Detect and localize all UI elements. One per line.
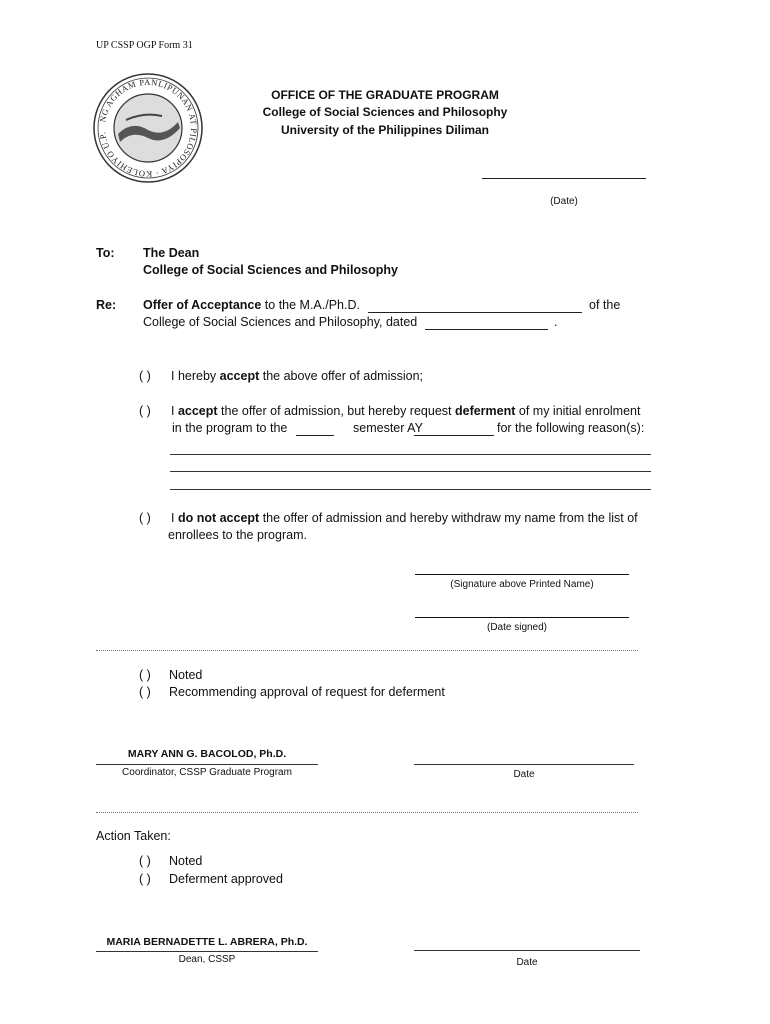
re-label: Re: — [96, 298, 117, 312]
coord-noted-label: Noted — [169, 668, 203, 682]
offer-date-field[interactable] — [425, 329, 548, 330]
option-defer-text — [171, 404, 640, 418]
date-field[interactable] — [482, 178, 646, 179]
dean-signature-line[interactable] — [96, 951, 318, 952]
office-title: OFFICE OF THE GRADUATE PROGRAM — [271, 88, 499, 102]
action-deferment-label: Deferment approved — [169, 872, 283, 886]
re-of-the: of the — [589, 298, 621, 312]
coordinator-date-field[interactable] — [414, 764, 634, 765]
dean-title: Dean, CSSP — [178, 954, 236, 965]
svg-text:NG AGHAM PANLIPUNAN AT PILOSOP: NG AGHAM PANLIPUNAN AT PILOSOPIYA · KOLEHIYO U.P. — [97, 76, 200, 180]
re-line2: College of Social Sciences and Philosophy, dated — [143, 315, 418, 329]
to-name: The Dean — [143, 246, 200, 260]
action-heading: Action Taken: — [96, 829, 171, 843]
coordinator-date-label: Date — [513, 769, 535, 780]
reason-line-2[interactable] — [170, 471, 651, 472]
date-label: (Date) — [550, 196, 578, 207]
opt3-line2: enrollees to the program. — [168, 528, 307, 542]
opt2-pre: I — [171, 404, 178, 418]
opt2-mid: the offer of admission, but hereby request — [217, 404, 455, 418]
section-divider-2 — [96, 812, 638, 813]
academic-year-field[interactable] — [414, 435, 494, 436]
option-decline-text — [171, 511, 638, 525]
option-decline-checkbox[interactable]: ( ) — [139, 511, 151, 525]
opt2-bold1: accept — [177, 404, 218, 418]
signature-field[interactable] — [415, 574, 629, 575]
opt1-pre: I hereby — [171, 369, 220, 383]
opt2-line2a: in the program to the — [172, 421, 288, 435]
date-signed-label: (Date signed) — [486, 622, 548, 633]
coordinator-signature-line[interactable] — [96, 764, 318, 765]
degree-program-field[interactable] — [368, 312, 582, 313]
option-defer-checkbox[interactable]: ( ) — [139, 404, 151, 418]
re-bold: Offer of Acceptance — [143, 298, 262, 312]
coordinator-name: MARY ANN G. BACOLOD, Ph.D. — [127, 748, 287, 760]
re-line1 — [143, 298, 360, 312]
re-period: . — [554, 315, 558, 329]
opt2-line2c: for the following reason(s): — [497, 421, 645, 435]
form-number: UP CSSP OGP Form 31 — [96, 40, 193, 51]
coord-recommend-checkbox[interactable]: ( ) — [139, 685, 151, 699]
date-signed-field[interactable] — [415, 617, 629, 618]
action-noted-label: Noted — [169, 854, 203, 868]
dean-date-label: Date — [516, 957, 538, 968]
semester-field[interactable] — [296, 435, 334, 436]
coord-noted-checkbox[interactable]: ( ) — [139, 668, 151, 682]
action-deferment-checkbox[interactable]: ( ) — [139, 872, 151, 886]
action-noted-checkbox[interactable]: ( ) — [139, 854, 151, 868]
dean-name: MARIA BERNADETTE L. ABRERA, Ph.D. — [106, 936, 308, 948]
option-accept-checkbox[interactable]: ( ) — [139, 369, 151, 383]
opt3-bold: do not accept — [177, 511, 260, 525]
to-label: To: — [96, 246, 115, 260]
opt3-post: the offer of admission and hereby withdraw my name from the list of — [259, 511, 638, 525]
section-divider — [96, 650, 638, 651]
dean-date-field[interactable] — [414, 950, 640, 951]
opt1-bold: accept — [219, 369, 260, 383]
signature-label: (Signature above Printed Name) — [450, 579, 594, 590]
reason-line-1[interactable] — [170, 454, 651, 455]
reason-line-3[interactable] — [170, 489, 651, 490]
re-text1: to the M.A./Ph.D. — [261, 298, 360, 312]
option-accept-text — [171, 369, 423, 383]
college-name: College of Social Sciences and Philosophy — [262, 105, 508, 119]
coord-recommend-label: Recommending approval of request for deferment — [169, 685, 445, 699]
opt1-post: the above offer of admission; — [259, 369, 424, 383]
opt2-line2b: semester AY — [353, 421, 423, 435]
opt2-post: of my initial enrolment — [515, 404, 641, 418]
university-name: University of the Philippines Diliman — [280, 123, 490, 137]
to-college: College of Social Sciences and Philosophy — [143, 263, 398, 277]
opt3-pre: I — [171, 511, 178, 525]
coordinator-title: Coordinator, CSSP Graduate Program — [122, 767, 292, 778]
opt2-bold2: deferment — [454, 404, 516, 418]
